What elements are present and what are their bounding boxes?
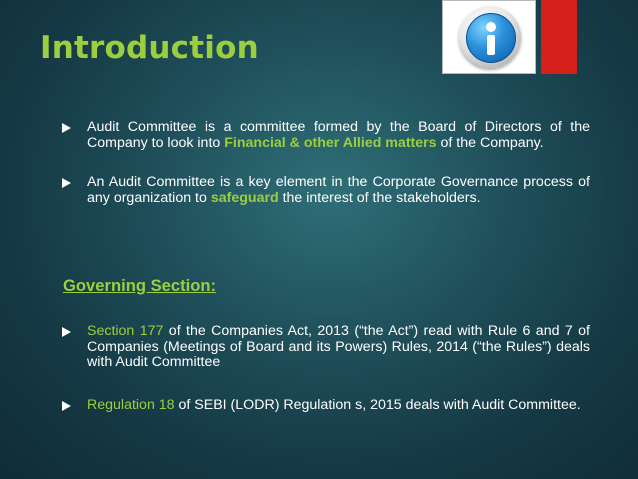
bullet-highlight: safeguard — [210, 189, 279, 206]
bullet-item — [62, 324, 590, 371]
info-icon — [459, 6, 521, 68]
slide-title: Introduction — [40, 30, 259, 66]
bullet-text: Audit Committee is a committee formed by the Board of Directors of the Company to look into — [87, 119, 590, 151]
bullet-text: An Audit Committee is a key element in the Corporate Governance process of any organization to — [87, 174, 590, 206]
bullet-item — [62, 120, 590, 151]
bullet-text: of the Companies Act, 2013 (“the Act”) read with Rule 6 and 7 of Companies (Meetings of Board and its Powers) Rules, 2014 (“the Rules”) deals with Audit Committee — [87, 323, 590, 371]
info-tile — [442, 0, 536, 74]
bullet-item — [62, 175, 590, 206]
arrow-bullet-icon — [62, 401, 71, 411]
section-heading: Governing Section: — [63, 276, 217, 295]
bullet-item — [62, 398, 590, 414]
arrow-bullet-icon — [62, 178, 71, 188]
bullet-highlight: Financial & other Allied matters — [224, 134, 437, 151]
bullets-top — [62, 120, 590, 206]
bullet-lead: Section 177 — [87, 323, 164, 339]
arrow-bullet-icon — [62, 123, 71, 133]
arrow-bullet-icon — [62, 327, 71, 337]
bullets-bottom — [62, 324, 590, 413]
bullet-text: the interest of the stakeholders. — [278, 189, 481, 206]
red-accent-bar — [541, 0, 577, 74]
bullet-text: of SEBI (LODR) Regulation s, 2015 deals with Audit Committee. — [174, 396, 581, 413]
bullet-text: of the Company. — [436, 134, 544, 151]
bullet-lead: Regulation 18 — [87, 396, 175, 413]
